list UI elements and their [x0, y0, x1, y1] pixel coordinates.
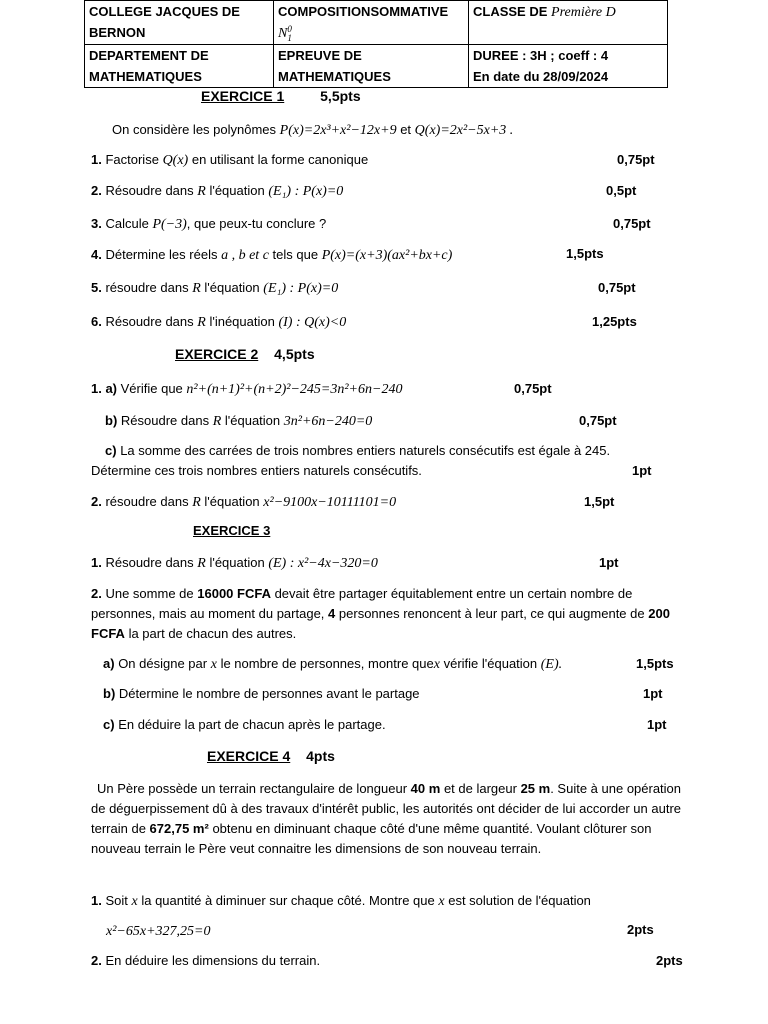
ex2-q1c-pts: 1pt: [632, 463, 652, 478]
ex3-qa-pts: 1,5pts: [636, 656, 674, 671]
ex1-item-pts: 0,75pt: [598, 280, 636, 295]
ex4-heading: [207, 747, 335, 765]
ex1-item: 6. Résoudre dans R l'inéquation (I) : Q(x)<0: [91, 314, 347, 330]
ex2-q1a: 1. a) Vérifie que n²+(n+1)²+(n+2)²−245=3n²+6n−240: [91, 381, 403, 397]
ex1-item-pts: 1,25pts: [592, 314, 637, 329]
epreuve-cell: [274, 45, 469, 88]
ex2-q1b-pts: 0,75pt: [579, 413, 617, 428]
ex3-q1: 1. Résoudre dans R l'équation (E) : x²−4x−320=0: [91, 555, 378, 571]
school-name: COLLEGE JACQUES DE BERNON: [89, 4, 240, 40]
ex2-q1a-pts: 0,75pt: [514, 381, 552, 396]
ex4-q2-pts: 2pts: [656, 953, 683, 968]
ex1-item-pts: 0,75pt: [617, 152, 655, 167]
ex4-q1-equation: x²−65x+327,25=0: [106, 924, 211, 939]
ex4-q1: 1. Soit x la quantité à diminuer sur chaque côté. Montre que x est solution de l'équation: [91, 893, 591, 909]
ex1-item-pts: 1,5pts: [566, 246, 604, 261]
ex4-q2: 2. En déduire les dimensions du terrain.: [91, 953, 321, 968]
ex1-item: 4. Détermine les réels a , b et c tels que P(x)=(x+3)(ax²+bx+c): [91, 247, 453, 263]
ex3-heading: [193, 522, 270, 540]
ex4-paragraph: Un Père possède un terrain rectangulaire de longueur 40 m et de largeur 25 m. Suite à une opération de déguerpissement dû à des travaux d'intérêt public, les autorités ont décider de lui accorder un autre terrain de 672,75 m² obtenu en diminuant chaque côté d'une même quantité. Voulant clôturer son nouveau terrain le Père veut connaitre les dimensions de son nouveau terrain.: [91, 781, 682, 856]
ex1-heading: [201, 87, 361, 105]
ex1-item: 3. Calcule P(−3), que peux-tu conclure ?: [91, 216, 327, 232]
school-cell: [85, 1, 274, 45]
composition-label: COMPOSITIONSOMMATIVE: [278, 4, 449, 19]
class-label: CLASSE DE: [473, 4, 548, 19]
ex2-heading: [175, 345, 315, 363]
ex2-q2: 2. résoudre dans R l'équation x²−9100x−10111101=0: [91, 494, 397, 510]
date-text: En date du 28/09/2024: [473, 69, 609, 84]
ex2-q2-pts: 1,5pt: [584, 494, 615, 509]
class-value: Première D: [551, 5, 616, 20]
ex2-q1c-line1: c) La somme des carrées de trois nombres entiers naturels consécutifs est égale à 245.: [105, 443, 611, 458]
ex3-q1-pts: 1pt: [599, 555, 619, 570]
duree-cell: [469, 45, 668, 88]
ex3-qb-pts: 1pt: [643, 686, 663, 701]
composition-cell: [274, 1, 469, 45]
duree-text: DUREE : 3H ; coeff : 4: [473, 48, 609, 63]
header-table: [84, 0, 668, 88]
ex1-intro-text: On considère les polynômes: [112, 122, 277, 137]
epreuve-name: EPREUVE DE MATHEMATIQUES: [278, 48, 391, 84]
ex3-qa: a) On désigne par x le nombre de personnes, montre quex vérifie l'équation (E).: [103, 656, 563, 672]
ex1-points: 5,5pts: [320, 88, 361, 104]
ex1-item: 2. Résoudre dans R l'équation (E₁) : P(x)=0: [91, 183, 344, 199]
ex1-intro-p: P(x)=2x³+x²−12x+9: [279, 123, 397, 138]
ex3-qc: c) En déduire la part de chacun après le partage.: [103, 717, 386, 732]
ex3-qc-pts: 1pt: [647, 717, 667, 732]
department-cell: [85, 45, 274, 88]
ex3-q2-paragraph: 2. Une somme de 16000 FCFA devait être partager équitablement entre un certain nombre de personnes, mais au moment du partage, 4 personnes renoncent à leur part, ce qui augmente de 200 FCFA la part de chacun des autres.: [91, 586, 670, 641]
ex2-points: 4,5pts: [274, 346, 315, 362]
ex4-title: EXERCICE 4: [207, 748, 291, 764]
ex1-intro-and: et: [400, 122, 412, 137]
department-name: DEPARTEMENT DE MATHEMATIQUES: [89, 48, 209, 84]
ex1-item-pts: 0,5pt: [606, 183, 637, 198]
ex3-title: EXERCICE 3: [193, 523, 271, 538]
ex2-q1b: b) Résoudre dans R l'équation 3n²+6n−240=0: [105, 413, 373, 429]
ex1-intro: [112, 121, 513, 140]
ex2-title: EXERCICE 2: [175, 346, 259, 362]
composition-number: N 0 1: [278, 23, 292, 43]
ex1-intro-q: Q(x)=2x²−5x+3 .: [414, 123, 514, 138]
ex1-item: 1. Factorise Q(x) en utilisant la forme canonique: [91, 152, 369, 168]
ex4-points: 4pts: [306, 748, 335, 764]
ex4-q1-pts: 2pts: [627, 922, 654, 937]
ex3-qb: b) Détermine le nombre de personnes avant le partage: [103, 686, 420, 701]
ex2-q1c-line2: Détermine ces trois nombres entiers naturels consécutifs.: [91, 463, 422, 478]
ex1-item-pts: 0,75pt: [613, 216, 651, 231]
ex1-title: EXERCICE 1: [201, 88, 285, 104]
ex1-item: 5. résoudre dans R l'équation (E₁) : P(x)=0: [91, 280, 339, 296]
class-cell: [469, 1, 668, 45]
